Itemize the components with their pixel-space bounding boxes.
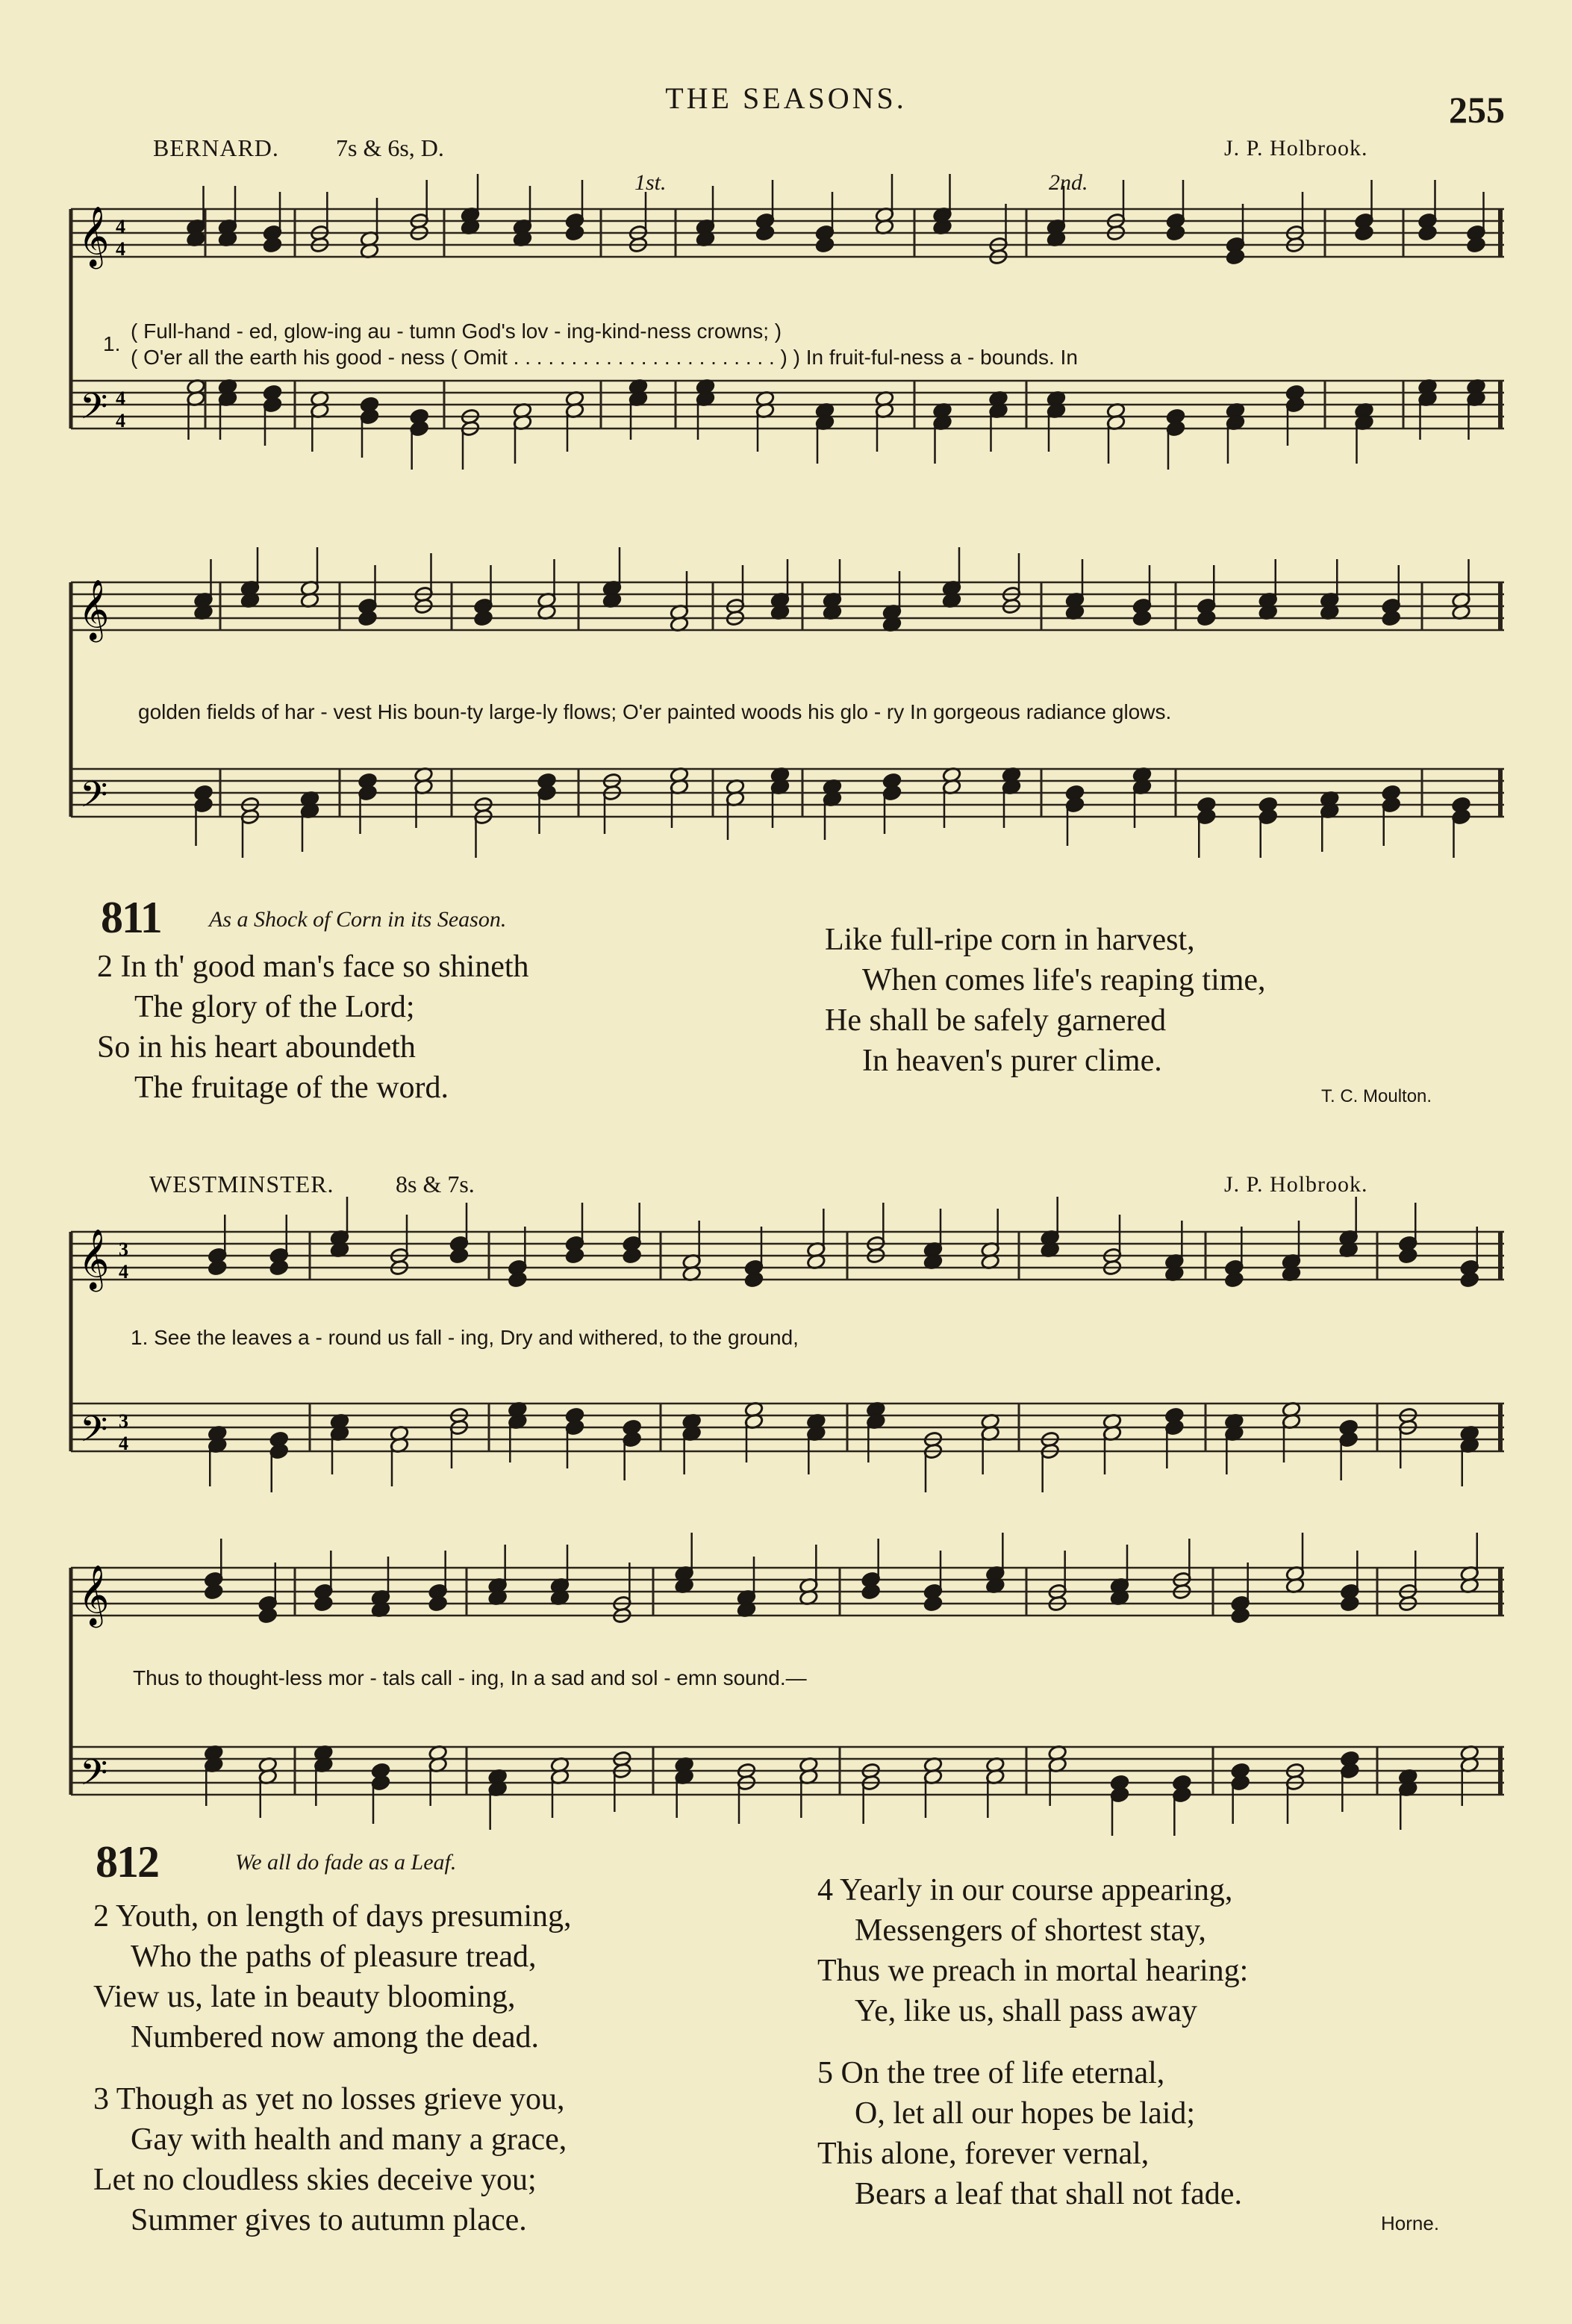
- verse-line: The fruitage of the word.: [134, 1071, 449, 1105]
- svg-text:𝄞: 𝄞: [78, 1564, 110, 1625]
- lyric-line: ( Full-hand - ed, glow-ing au - tumn God's lov - ing-kind-ness crowns; ): [131, 320, 782, 343]
- hymn-title: As a Shock of Corn in its Season.: [209, 907, 507, 932]
- verse-number: 1.: [103, 332, 121, 355]
- svg-text:4: 4: [116, 387, 125, 409]
- note-head: [1340, 1595, 1359, 1613]
- svg-text:3: 3: [119, 1239, 128, 1260]
- verse-line: In heaven's purer clime.: [862, 1044, 1162, 1078]
- stanza: [817, 1870, 1248, 2031]
- verse-line: This alone, forever vernal,: [817, 2137, 1150, 2171]
- stanza: [93, 1896, 572, 2057]
- note-head: [623, 1247, 642, 1265]
- verse-line: Summer gives to autumn place.: [131, 2203, 527, 2237]
- note-head: [204, 1583, 223, 1601]
- svg-text:4: 4: [116, 410, 125, 432]
- svg-text:𝄞: 𝄞: [78, 1228, 110, 1289]
- svg-text:𝄢: 𝄢: [80, 773, 108, 824]
- lyric-line: 1. See the leaves a - round us fall - ing, Dry and withered, to the ground,: [131, 1326, 799, 1349]
- note-head: [1354, 225, 1373, 242]
- hymn-number: 811: [101, 893, 161, 942]
- verse-line: O, let all our hopes be laid;: [855, 2096, 1196, 2131]
- note-head: [1231, 1607, 1250, 1624]
- note-head: [358, 610, 377, 627]
- tune-name: BERNARD.: [153, 134, 279, 161]
- verse-line: 2 Youth, on length of days presuming,: [93, 1899, 572, 1934]
- stanza: [817, 2053, 1242, 2214]
- verse-line: Like full-ripe corn in harvest,: [825, 923, 1195, 957]
- note-head: [449, 1247, 469, 1265]
- tune-meter: 8s & 7s.: [396, 1171, 475, 1197]
- verse-line: Ye, like us, shall pass away: [855, 1994, 1197, 2028]
- note-head: [1166, 225, 1185, 242]
- svg-text:𝄞: 𝄞: [78, 205, 110, 267]
- note-head: [314, 1595, 333, 1613]
- page-number: 255: [1449, 89, 1505, 131]
- tune-meter: 7s & 6s, D.: [336, 134, 444, 161]
- note-head: [565, 1247, 584, 1265]
- note-head: [755, 225, 775, 242]
- note-head: [263, 237, 282, 254]
- note-head: [1460, 1271, 1479, 1289]
- verse-line: 2 In th' good man's face so shineth: [97, 950, 529, 984]
- verse-line: Who the paths of pleasure tread,: [131, 1940, 537, 1974]
- second-ending-mark: 2nd.: [1049, 170, 1088, 195]
- verse-line: Thus we preach in mortal hearing:: [817, 1954, 1249, 1988]
- verse-line: 3 Though as yet no losses grieve you,: [93, 2082, 565, 2116]
- hymn-number: 812: [96, 1837, 158, 1887]
- note-head: [923, 1595, 943, 1613]
- composer: J. P. Holbrook.: [1224, 136, 1368, 161]
- note-head: [1226, 249, 1245, 266]
- note-head: [815, 237, 835, 254]
- running-title: THE SEASONS.: [665, 81, 907, 115]
- verse-line: So in his heart aboundeth: [97, 1030, 416, 1065]
- verse-line: He shall be safely garnered: [825, 1003, 1167, 1038]
- note-head: [1224, 1271, 1244, 1289]
- svg-text:𝄢: 𝄢: [80, 1751, 108, 1802]
- hymn-title: We all do fade as a Leaf.: [235, 1850, 457, 1875]
- svg-text:4: 4: [119, 1261, 128, 1283]
- note-head: [1197, 610, 1216, 627]
- note-head: [208, 1259, 227, 1277]
- verse-line: Let no cloudless skies deceive you;: [93, 2163, 537, 2197]
- note-head: [744, 1271, 764, 1289]
- note-head: [269, 1259, 289, 1277]
- verse-line: 5 On the tree of life eternal,: [817, 2056, 1165, 2090]
- verse-line: Messengers of shortest stay,: [855, 1913, 1206, 1948]
- verse-line: When comes life's reaping time,: [862, 963, 1266, 997]
- note-head: [428, 1595, 448, 1613]
- stanza: [825, 920, 1266, 1081]
- note-head: [861, 1583, 881, 1601]
- stanza: [93, 2079, 567, 2240]
- note-head: [1398, 1247, 1417, 1265]
- verse-line: Bears a leaf that shall not fade.: [855, 2177, 1242, 2211]
- svg-text:4: 4: [116, 238, 125, 260]
- verse-line: Gay with health and many a grace,: [131, 2122, 567, 2157]
- verse-line: Numbered now among the dead.: [131, 2020, 540, 2054]
- svg-text:4: 4: [116, 216, 125, 237]
- first-ending-mark: 1st.: [634, 170, 667, 195]
- stanza: [97, 947, 529, 1108]
- attribution: Horne.: [1381, 2212, 1440, 2234]
- svg-text:𝄞: 𝄞: [78, 579, 110, 640]
- note-head: [1132, 610, 1152, 627]
- note-head: [1382, 610, 1401, 627]
- svg-text:𝄢: 𝄢: [80, 1408, 108, 1459]
- note-head: [565, 225, 584, 242]
- lyric-line: ( O'er all the earth his good - ness ( Omit . . . . . . . . . . . . . . . . . . . . . . . ) ) In fruit-ful-ness a - bounds. In: [131, 346, 1078, 369]
- attribution: T. C. Moulton.: [1321, 1086, 1432, 1106]
- verse-line: The glory of the Lord;: [134, 990, 415, 1024]
- note-head: [258, 1607, 278, 1624]
- svg-text:3: 3: [119, 1410, 128, 1432]
- note-head: [1466, 237, 1485, 254]
- verse-line: View us, late in beauty blooming,: [93, 1980, 516, 2014]
- note-head: [473, 610, 493, 627]
- composer: J. P. Holbrook.: [1224, 1172, 1368, 1197]
- svg-text:𝄢: 𝄢: [80, 385, 108, 436]
- note-head: [1417, 225, 1437, 242]
- tune-name: WESTMINSTER.: [149, 1171, 334, 1197]
- lyric-line: Thus to thought-less mor - tals call - ing, In a sad and sol - emn sound.—: [133, 1666, 807, 1689]
- verse-line: 4 Yearly in our course appearing,: [817, 1873, 1233, 1907]
- note-head: [508, 1271, 527, 1289]
- lyric-line: golden fields of har - vest His boun-ty large-ly flows; O'er painted woods his glo - ry In gorgeous radiance glows.: [138, 700, 1172, 723]
- svg-text:4: 4: [119, 1433, 128, 1454]
